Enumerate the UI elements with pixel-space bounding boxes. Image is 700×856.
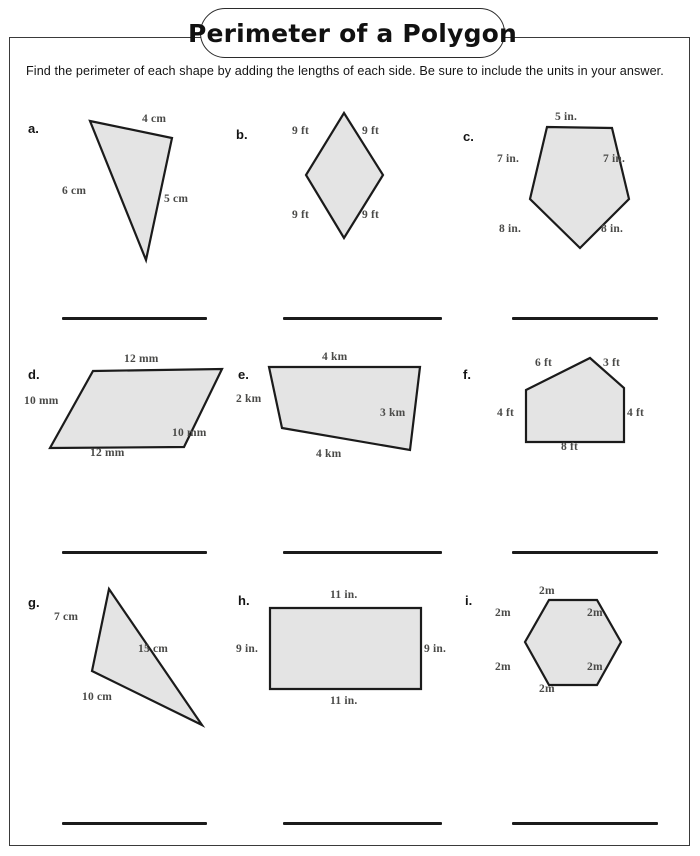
- side-length-label: 2m: [495, 607, 511, 619]
- side-length-label: 7 cm: [54, 611, 79, 623]
- shape-rectangle: [228, 575, 450, 775]
- side-length-label: 2m: [539, 585, 555, 597]
- instructions-text: Find the perimeter of each shape by adding the lengths of each side. Be sure to include the units in your answer.: [26, 64, 664, 78]
- side-length-label: 3 km: [380, 407, 406, 419]
- side-length-label: 10 cm: [82, 691, 113, 703]
- problem-h: [228, 575, 450, 820]
- side-length-label: 6 ft: [535, 357, 553, 369]
- polygon-outline: [526, 358, 624, 442]
- problem-letter: a.: [28, 121, 39, 136]
- side-length-label: 9 in.: [424, 643, 447, 655]
- side-length-label: 9 ft: [362, 209, 380, 221]
- polygon-outline: [525, 600, 621, 685]
- answer-line[interactable]: [512, 317, 658, 320]
- shape-triangle: [14, 105, 236, 305]
- problem-letter: d.: [28, 367, 40, 382]
- shape-rhombus: [228, 105, 450, 305]
- answer-line[interactable]: [283, 822, 442, 825]
- answer-line[interactable]: [512, 551, 658, 554]
- problem-c: [455, 105, 677, 350]
- side-length-label: 3 ft: [603, 357, 621, 369]
- side-length-label: 7 in.: [603, 153, 626, 165]
- side-length-label: 4 km: [316, 448, 342, 460]
- side-length-label: 4 ft: [497, 407, 515, 419]
- side-length-label: 4 km: [322, 351, 348, 363]
- shape-quadrilateral: [228, 345, 450, 545]
- side-length-label: 8 ft: [561, 441, 579, 453]
- polygon-outline: [92, 589, 202, 725]
- shape-hexagon: [455, 575, 677, 775]
- side-length-label: 10 mm: [172, 427, 207, 439]
- polygon-outline: [270, 608, 421, 689]
- shape-parallelogram: [14, 345, 236, 545]
- side-length-label: 5 in.: [555, 111, 578, 123]
- side-length-label: 7 in.: [497, 153, 520, 165]
- problem-letter: h.: [238, 593, 250, 608]
- problem-letter: i.: [465, 593, 473, 608]
- problem-i: [455, 575, 677, 820]
- problem-a: [14, 105, 236, 350]
- shape-pentagon: [455, 105, 677, 305]
- problem-letter: b.: [236, 127, 248, 142]
- side-length-label: 5 cm: [164, 193, 189, 205]
- answer-line[interactable]: [62, 317, 207, 320]
- side-length-label: 8 in.: [499, 223, 522, 235]
- problem-letter: g.: [28, 595, 40, 610]
- side-length-label: 10 mm: [24, 395, 59, 407]
- side-length-label: 4 ft: [627, 407, 645, 419]
- answer-line[interactable]: [283, 551, 442, 554]
- side-length-label: 2m: [539, 683, 555, 695]
- problem-letter: f.: [463, 367, 471, 382]
- answer-line[interactable]: [62, 551, 207, 554]
- shape-house-pentagon: [455, 345, 677, 545]
- answer-line[interactable]: [512, 822, 658, 825]
- side-length-label: 9 ft: [362, 125, 380, 137]
- side-length-label: 15 cm: [138, 643, 169, 655]
- problem-letter: e.: [238, 367, 249, 382]
- side-length-label: 11 in.: [330, 695, 358, 707]
- worksheet-title-banner: [187, 8, 518, 58]
- side-length-label: 9 ft: [292, 209, 310, 221]
- side-length-label: 12 mm: [90, 447, 125, 459]
- page-title: Perimeter of a Polygon: [187, 18, 518, 48]
- polygon-outline: [90, 121, 172, 260]
- side-length-label: 6 cm: [62, 185, 87, 197]
- side-length-label: 4 cm: [142, 113, 167, 125]
- side-length-label: 8 in.: [601, 223, 624, 235]
- side-length-label: 2 km: [236, 393, 262, 405]
- problem-letter: c.: [463, 129, 474, 144]
- side-length-label: 9 in.: [236, 643, 259, 655]
- side-length-label: 12 mm: [124, 353, 159, 365]
- answer-line[interactable]: [62, 822, 207, 825]
- side-length-label: 2m: [587, 607, 603, 619]
- side-length-label: 2m: [587, 661, 603, 673]
- side-length-label: 9 ft: [292, 125, 310, 137]
- side-length-label: 11 in.: [330, 589, 358, 601]
- problem-b: [228, 105, 450, 350]
- answer-line[interactable]: [283, 317, 442, 320]
- problem-g: [14, 575, 236, 820]
- shape-triangle: [14, 575, 236, 775]
- side-length-label: 2m: [495, 661, 511, 673]
